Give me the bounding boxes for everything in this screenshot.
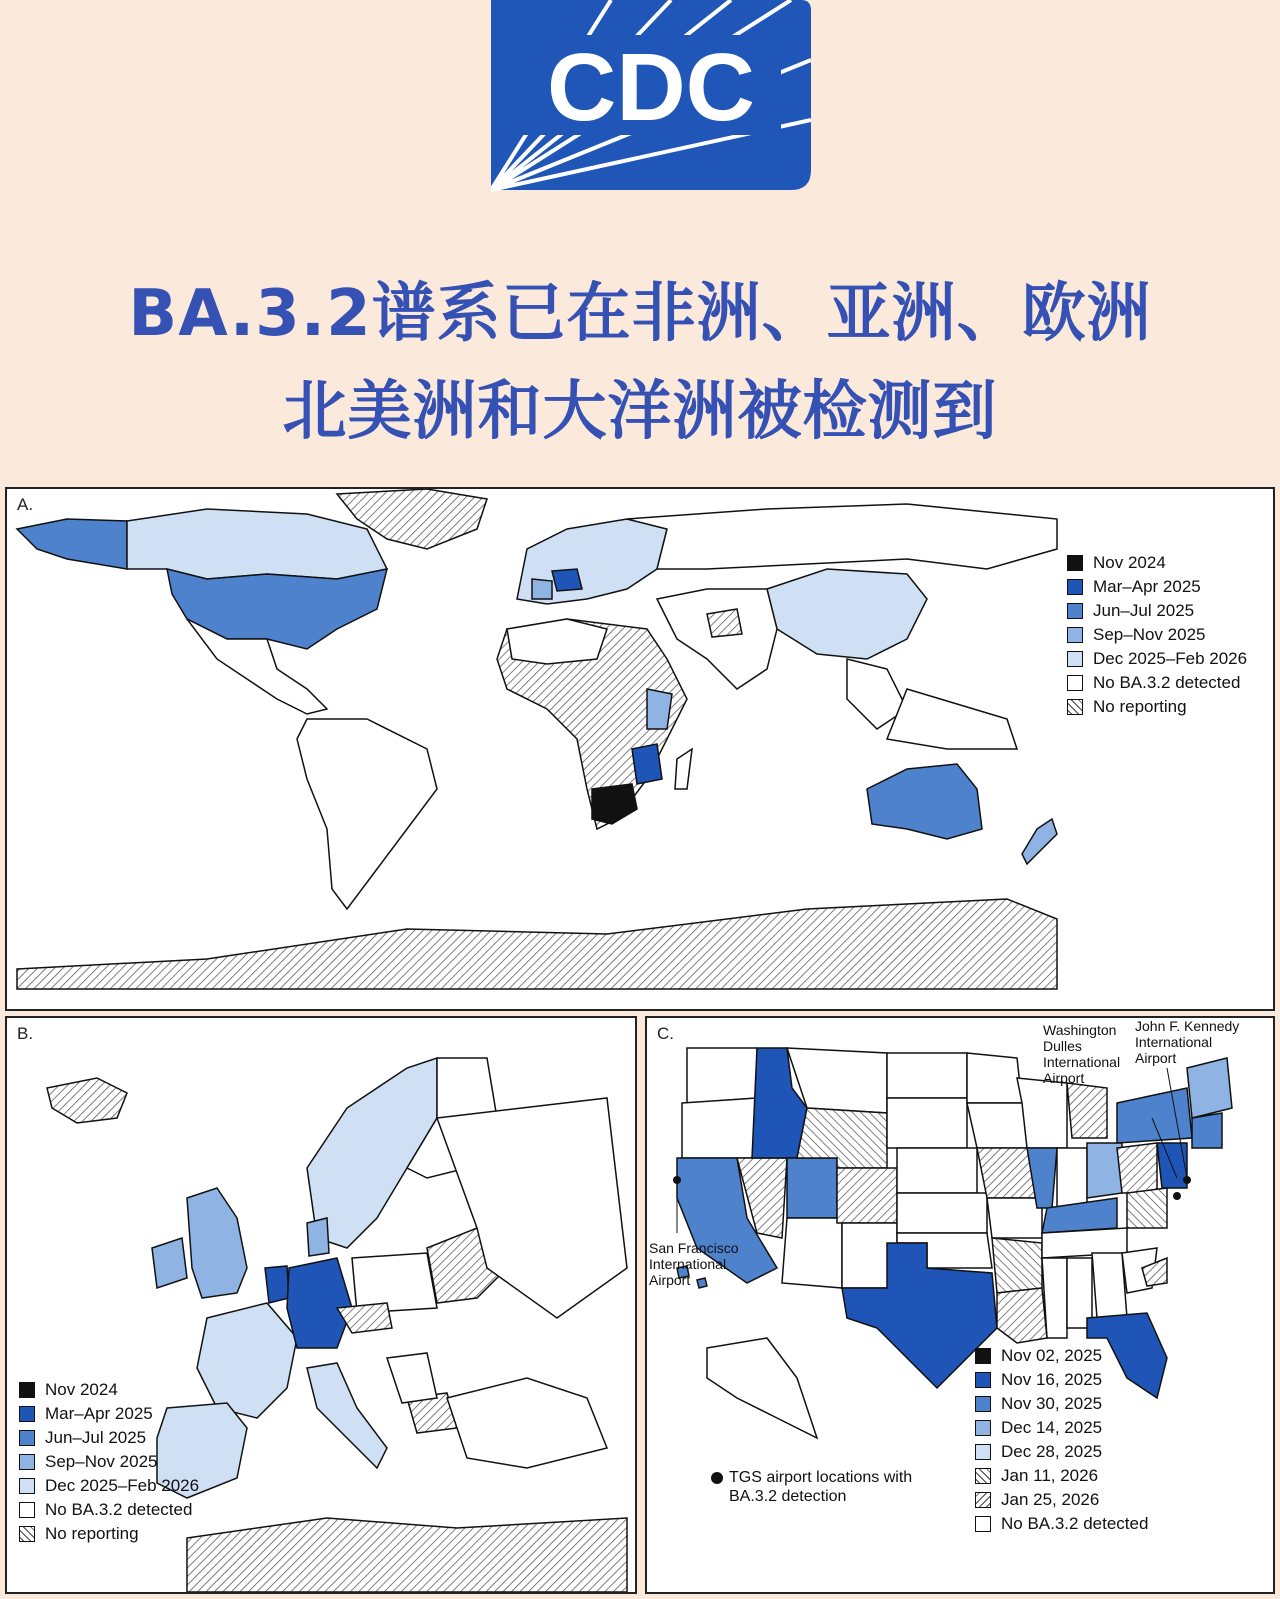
legend-item: Jan 11, 2026	[975, 1464, 1148, 1488]
headline-line-2: 北美洲和大洋洲被检测到	[282, 375, 998, 449]
legend-item: No BA.3.2 detected	[1067, 671, 1247, 695]
legend-item: Nov 16, 2025	[975, 1368, 1148, 1392]
legend-item: Dec 2025–Feb 2026	[19, 1474, 199, 1498]
china-region	[767, 569, 927, 659]
legend-swatch	[19, 1430, 35, 1446]
canada-region	[127, 509, 387, 579]
legend-item: Dec 28, 2025	[975, 1440, 1148, 1464]
legend-swatch	[19, 1478, 35, 1494]
panel-b-legend	[19, 1378, 199, 1546]
legend-swatch	[1067, 627, 1083, 643]
legend-item: Jun–Jul 2025	[1067, 599, 1247, 623]
sfo-airport-marker	[673, 1176, 681, 1184]
us-map-panel	[645, 1016, 1275, 1594]
italy-region	[307, 1363, 387, 1468]
legend-swatch	[19, 1454, 35, 1470]
world-map-panel	[5, 487, 1275, 1011]
germany-region	[287, 1258, 352, 1348]
legend-item: Nov 2024	[1067, 551, 1247, 575]
europe-map-panel	[5, 1016, 637, 1594]
tgs-note: TGS airport locations with BA.3.2 detection	[729, 1469, 913, 1505]
legend-item: Nov 2024	[19, 1378, 199, 1402]
legend-swatch	[975, 1348, 991, 1364]
germany-region	[552, 569, 582, 591]
dulles-airport-marker	[1173, 1192, 1181, 1200]
legend-swatch	[19, 1382, 35, 1398]
uk-region	[187, 1188, 247, 1298]
legend-swatch	[975, 1492, 991, 1508]
jfk-annotation: John F. Kennedy International Airport	[1135, 1018, 1240, 1066]
iceland-region	[47, 1078, 127, 1123]
legend-item: No reporting	[1067, 695, 1247, 719]
panel-c-legend	[975, 1344, 1148, 1536]
antarctica-region	[17, 899, 1057, 989]
legend-swatch	[975, 1444, 991, 1460]
new-york-region	[1117, 1088, 1192, 1143]
australia-region	[867, 764, 982, 839]
legend-item: Jun–Jul 2025	[19, 1426, 199, 1450]
legend-item: Nov 30, 2025	[975, 1392, 1148, 1416]
legend-item: No BA.3.2 detected	[19, 1498, 199, 1522]
legend-item: Dec 14, 2025	[975, 1416, 1148, 1440]
tgs-legend-marker	[711, 1472, 723, 1484]
legend-swatch	[975, 1516, 991, 1532]
south-america-region	[297, 719, 437, 909]
legend-item: Mar–Apr 2025	[1067, 575, 1247, 599]
legend-swatch	[19, 1526, 35, 1542]
legend-item: Dec 2025–Feb 2026	[1067, 647, 1247, 671]
panel-b-label: B.	[17, 1024, 34, 1043]
legend-swatch	[975, 1420, 991, 1436]
dulles-annotation: Washington Dulles International Airport	[1043, 1022, 1121, 1086]
legend-swatch	[975, 1372, 991, 1388]
panel-c-label: C.	[657, 1024, 674, 1043]
legend-item: Mar–Apr 2025	[19, 1402, 199, 1426]
legend-item: No reporting	[19, 1522, 199, 1546]
legend-swatch	[19, 1502, 35, 1518]
legend-swatch	[19, 1406, 35, 1422]
cdc-logo	[491, 0, 811, 196]
jfk-airport-marker	[1183, 1176, 1191, 1184]
sfo-annotation: San Francisco International Airport	[649, 1240, 739, 1288]
france-region	[197, 1303, 297, 1418]
panel-a-legend	[1067, 551, 1247, 719]
russia-region	[627, 504, 1057, 569]
legend-swatch	[1067, 651, 1083, 667]
alaska-region	[17, 519, 127, 569]
panel-a-label: A.	[17, 495, 34, 514]
legend-item: No BA.3.2 detected	[975, 1512, 1148, 1536]
legend-swatch	[975, 1396, 991, 1412]
legend-swatch	[1067, 603, 1083, 619]
south-africa-region	[592, 784, 637, 824]
legend-item: Jan 25, 2026	[975, 1488, 1148, 1512]
headline-line-1: BA.3.2谱系已在非洲、亚洲、欧洲	[128, 277, 1152, 351]
legend-swatch	[1067, 555, 1083, 571]
cdc-logo-text: CDC	[547, 34, 755, 141]
legend-item: Nov 02, 2025	[975, 1344, 1148, 1368]
legend-swatch	[1067, 675, 1083, 691]
legend-swatch	[975, 1468, 991, 1484]
legend-item: Sep–Nov 2025	[1067, 623, 1247, 647]
alaska-region	[707, 1338, 817, 1438]
legend-item: Sep–Nov 2025	[19, 1450, 199, 1474]
legend-swatch	[1067, 699, 1083, 715]
legend-swatch	[1067, 579, 1083, 595]
